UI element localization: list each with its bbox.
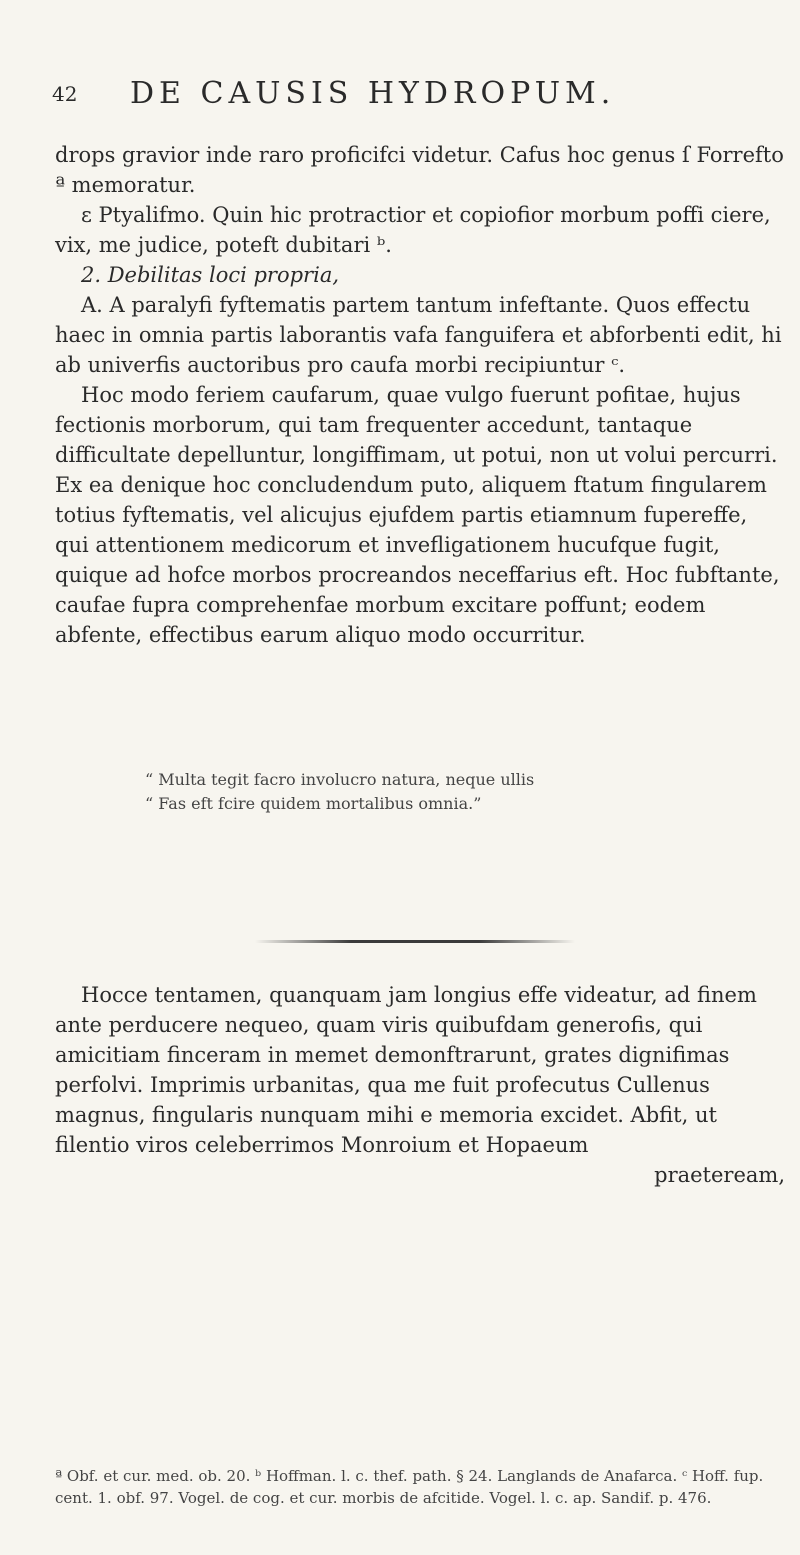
page-number: 42 — [52, 82, 78, 106]
paragraph: drops gravior inde raro proficifci videtur. Cafus hoc genus ſ Forrefto ª memoratur. — [55, 143, 784, 197]
closing-text — [55, 980, 785, 1190]
footnote: ª Obf. et cur. med. ob. 20. ᵇ Hoffman. l. c. thef. path. § 24. Langlands de Anafarca. ᶜ Hoff. fup. cent. 1. obf. 97. Vogel. de cog. et cur. morbis de afcitide. Vogel. l. c. ap. Sandif. p. 476. — [55, 1467, 764, 1507]
paragraph: A. A paralyfi fyftematis partem tantum infeftante. Quos effectu haec in omnia partis laborantis vafa fanguifera et abforbenti edit, hi ab univerfis auctoribus pro caufa morbi recipiuntur ᶜ. — [55, 293, 782, 377]
page-header — [40, 76, 780, 126]
paragraph: ε Ptyalifmo. Quin hic protractior et copiofior morbum poffi ciere, vix, me judice, poteft dubitari ᵇ. — [55, 203, 771, 257]
quote-line: “ Multa tegit facro involucro natura, neque ullis — [145, 770, 535, 789]
quote-line: “ Fas eft fcire quidem mortalibus omnia.” — [145, 794, 482, 813]
divider-rule — [255, 940, 575, 943]
epigraph-quote — [145, 768, 765, 816]
section-heading: 2. Debilitas loci propria, — [81, 263, 340, 287]
catchword: praeteream, — [654, 1163, 785, 1187]
running-title: DE CAUSIS HYDROPUM. — [130, 76, 616, 111]
main-text — [55, 140, 785, 650]
paragraph: Hoc modo feriem caufarum, quae vulgo fuerunt pofitae, hujus fectionis morborum, qui tam frequenter accedunt, tantaque difficultate depelluntur, longiffimam, ut potui, non ut volui percurri. Ex ea denique hoc concludendum puto, aliquem ftatum fingularem totius fyftematis, vel alicujus ejufdem partis etiamnum fupereffe, qui attentionem medicorum et invefligationem hucufque fugit, quique ad hofce morbos procreandos neceffarius eft. Hoc fubftante, caufae fupra comprehenfae morbum excitare poffunt; eodem abfente, effectibus earum aliquo modo occurritur. — [55, 383, 780, 647]
footnotes — [55, 1465, 785, 1509]
paragraph: Hocce tentamen, quanquam jam longius effe videatur, ad finem ante perducere nequeo, quam viris quibufdam generofis, qui amicitiam finceram in memet demonftrarunt, grates dignifimas perfolvi. Imprimis urbanitas, qua me fuit profecutus Cullenus magnus, fingularis nunquam mihi e memoria excidet. Abfit, ut filentio viros celeberrimos Monroium et Hopaeum — [55, 983, 757, 1157]
